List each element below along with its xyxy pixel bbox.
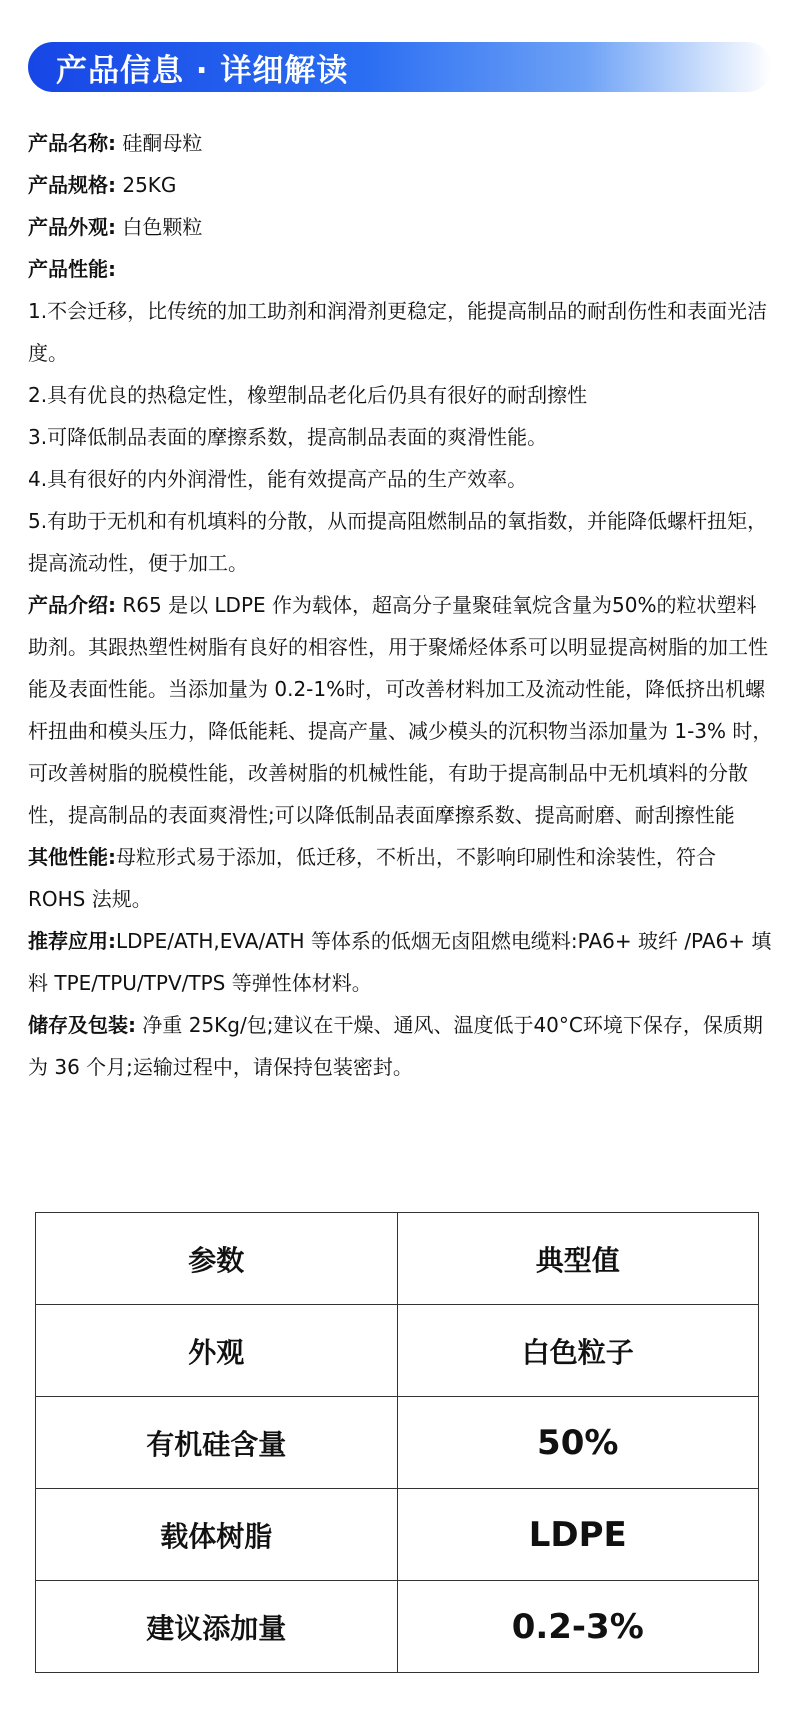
application-paragraph (28, 920, 776, 1004)
spec-table (35, 1212, 759, 1673)
performance-label: 产品性能: (28, 257, 116, 281)
application-label: 推荐应用: (28, 929, 116, 953)
performance-item: 5.有助于无机和有机填料的分散，从而提高阻燃制品的氧指数，并能降低螺杆扭矩，提高流动性，便于加工。 (28, 509, 768, 575)
product-info (28, 122, 776, 1088)
table-row (36, 1397, 759, 1489)
table-row (36, 1581, 759, 1673)
intro-label: 产品介绍: (28, 593, 116, 617)
table-cell-value: 白色粒子 (397, 1305, 759, 1397)
intro-text: R65 是以 LDPE 作为载体，超高分子量聚硅氧烷含量为50%的粒状塑料助剂。其跟热塑性树脂有良好的相容性，用于聚烯烃体系可以明显提高树脂的加工性能及表面性能。当添加量为 0.2-1%时，可改善材料加工及流动性能，降低挤出机螺杆扭曲和模头压力，降低能耗、提高产量、减少模头的沉积物当添加量为 1-3% 时，可改善树脂的脱模性能，改善树脂的机械性能，有助于提高制品中无机填料的分散性，提高制品的表面爽滑性;可以降低制品表面摩擦系数、提高耐磨、耐刮擦性能 (28, 593, 773, 827)
table-row (36, 1489, 759, 1581)
product-name-label: 产品名称: (28, 131, 116, 155)
table-cell-param: 有机硅含量 (36, 1397, 398, 1489)
product-name-value: 硅酮母粒 (122, 131, 203, 155)
intro-paragraph (28, 584, 776, 836)
storage-label: 储存及包装: (28, 1013, 136, 1037)
application-text: LDPE/ATH,EVA/ATH 等体系的低烟无卤阻燃电缆料:PA6+ 玻纤 /PA6+ 填料 TPE/TPU/TPV/TPS 等弹性体材料。 (28, 929, 772, 995)
table-cell-value: 50% (397, 1397, 759, 1489)
performance-row (28, 248, 776, 290)
performance-item: 2.具有优良的热稳定性，橡塑制品老化后仍具有很好的耐刮擦性 (28, 383, 588, 407)
performance-item: 3.可降低制品表面的摩擦系数，提高制品表面的爽滑性能。 (28, 425, 548, 449)
product-appearance-label: 产品外观: (28, 215, 116, 239)
performance-item: 4.具有很好的内外润滑性，能有效提高产品的生产效率。 (28, 467, 528, 491)
table-cell-value: 0.2-3% (397, 1581, 759, 1673)
product-appearance-value: 白色颗粒 (122, 215, 203, 239)
other-label: 其他性能: (28, 845, 116, 869)
banner-title: 产品信息 · 详细解读 (56, 52, 349, 89)
storage-paragraph (28, 1004, 776, 1088)
storage-text: 净重 25Kg/包;建议在干燥、通风、温度低于40°C环境下保存，保质期为 36 个月;运输过程中，请保持包装密封。 (28, 1013, 763, 1079)
product-appearance-row (28, 206, 776, 248)
table-header-row (36, 1213, 759, 1305)
table-row (36, 1305, 759, 1397)
product-spec-row (28, 164, 776, 206)
table-cell-param: 载体树脂 (36, 1489, 398, 1581)
table-header-cell: 参数 (36, 1213, 398, 1305)
table-cell-param: 外观 (36, 1305, 398, 1397)
other-paragraph (28, 836, 776, 920)
performance-item: 1.不会迁移，比传统的加工助剂和润滑剂更稳定，能提高制品的耐刮伤性和表面光洁度。 (28, 299, 768, 365)
section-banner (28, 42, 772, 92)
table-cell-value: LDPE (397, 1489, 759, 1581)
table-header-cell: 典型值 (397, 1213, 759, 1305)
product-name-row (28, 122, 776, 164)
other-text: 母粒形式易于添加，低迁移，不析出，不影响印刷性和涂装性，符合 ROHS 法规。 (28, 845, 716, 911)
product-spec-value: 25KG (122, 173, 177, 197)
product-spec-label: 产品规格: (28, 173, 116, 197)
table-cell-param: 建议添加量 (36, 1581, 398, 1673)
